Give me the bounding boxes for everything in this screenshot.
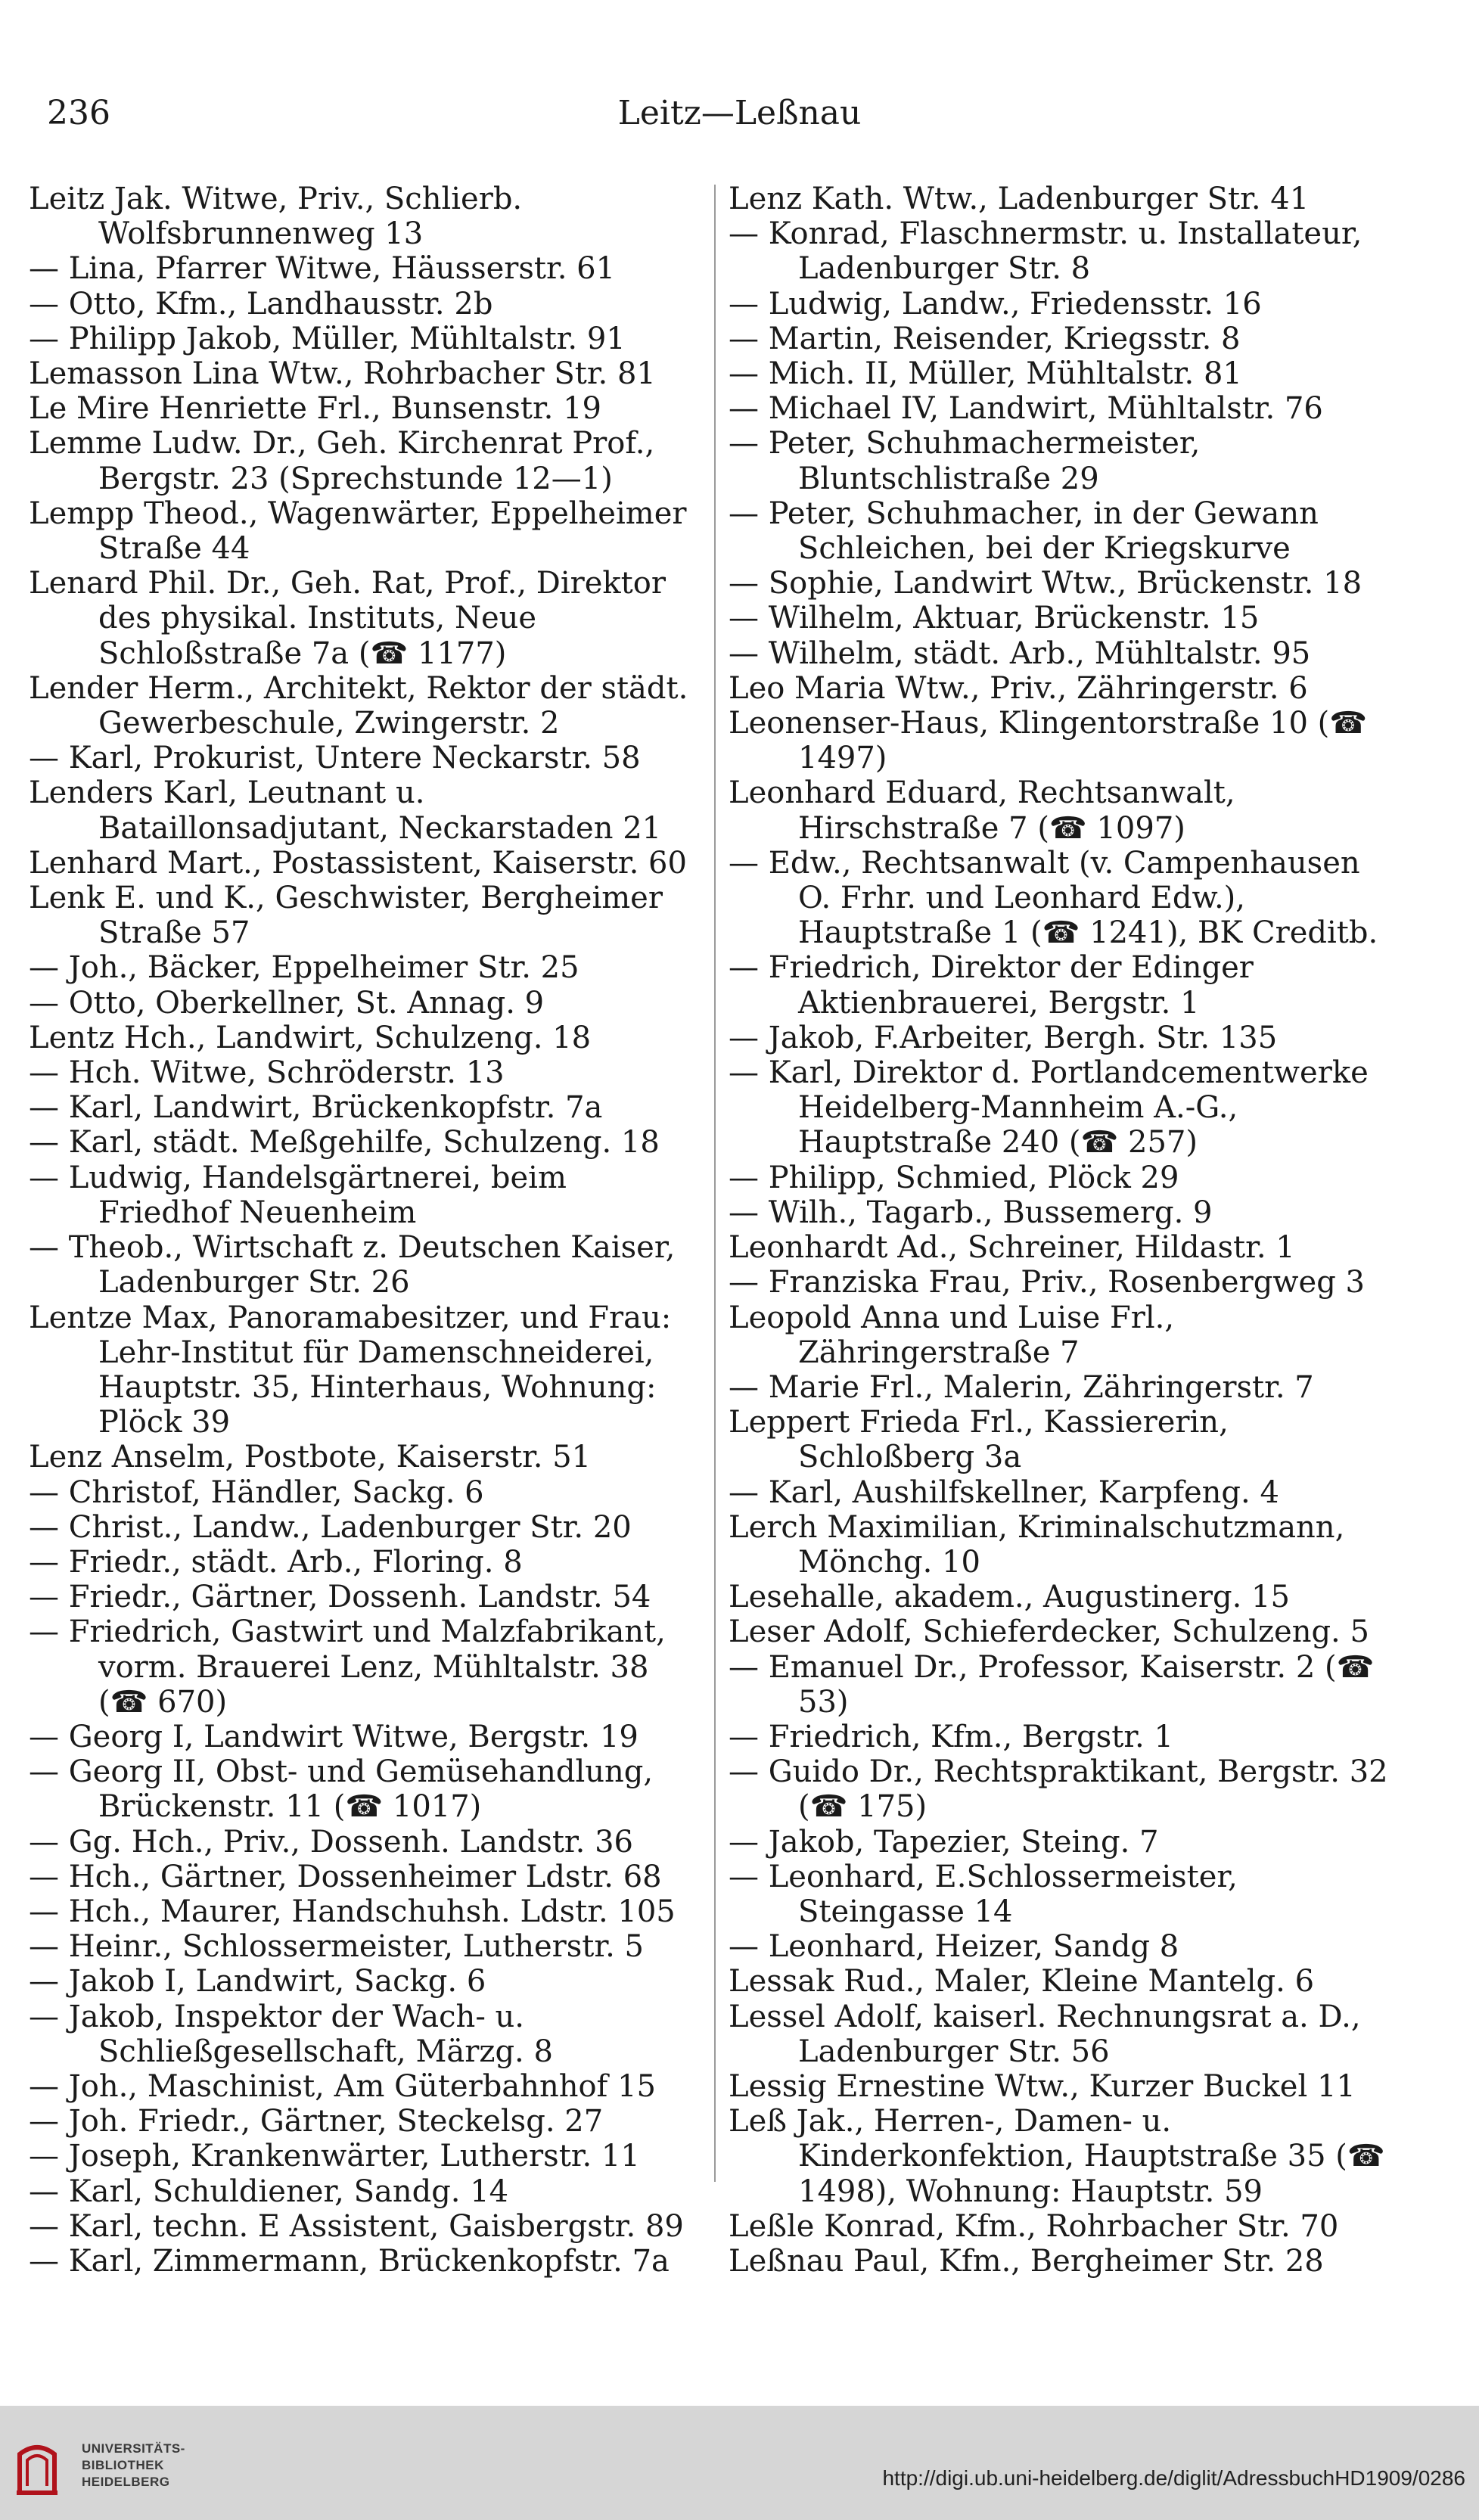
- directory-entry: Leßnau Paul, Kfm., Bergheimer Str. 28: [729, 2243, 1324, 2279]
- directory-entry: Lessak Rud., Maler, Kleine Mantelg. 6: [729, 1964, 1315, 2000]
- directory-entry: Lessel Adolf, kaiserl. Rechnungsrat a. D., Ladenburger Str. 56: [729, 1999, 1361, 2069]
- directory-entry: Lessig Ernestine Wtw., Kurzer Buckel 11: [729, 2068, 1356, 2104]
- directory-entry: — Joh., Bäcker, Eppelheimer Str. 25: [29, 950, 579, 986]
- directory-entry: — Karl, Zimmermann, Brückenkopfstr. 7a: [29, 2243, 670, 2279]
- directory-entry: — Karl, Landwirt, Brückenkopfstr. 7a: [29, 1090, 603, 1126]
- directory-entry: — Karl, Prokurist, Untere Neckarstr. 58: [29, 741, 641, 776]
- directory-entry: Lentz Hch., Landwirt, Schulzeng. 18: [29, 1020, 592, 1055]
- directory-entry: — Ludwig, Handelsgärtnerei, beim Friedhof Neuenheim: [29, 1160, 567, 1230]
- page-number: 236: [47, 94, 110, 132]
- directory-entry: — Martin, Reisender, Kriegsstr. 8: [729, 321, 1241, 356]
- directory-entry: Lenk E. und K., Geschwister, Bergheimer Straße 57: [29, 881, 663, 951]
- directory-entry: Leitz Jak. Witwe, Priv., Schlierb. Wolfsbrunnenweg 13: [29, 182, 523, 252]
- left-column: [29, 182, 698, 2279]
- directory-entry: — Jakob, Tapezier, Steing. 7: [729, 1824, 1159, 1860]
- library-name: [82, 2441, 185, 2490]
- directory-entry: — Georg I, Landwirt Witwe, Bergstr. 19: [29, 1719, 639, 1754]
- directory-entry: Leopold Anna und Luise Frl., Zähringerstraße 7: [729, 1300, 1175, 1370]
- directory-entry: — Hch., Maurer, Handschuhsh. Ldstr. 105: [29, 1894, 676, 1929]
- directory-entry: — Franziska Frau, Priv., Rosenbergweg 3: [729, 1265, 1365, 1300]
- directory-entry: — Michael IV, Landwirt, Mühltalstr. 76: [729, 391, 1323, 427]
- directory-entry: — Karl, Direktor d. Portlandcementwerke Heidelberg-Mannheim A.-G., Hauptstraße 240 (☎ 257): [729, 1055, 1369, 1161]
- directory-entry: — Leonhard, Heizer, Sandg 8: [729, 1929, 1179, 1965]
- directory-entry: — Friedrich, Gastwirt und Malzfabrikant, vorm. Brauerei Lenz, Mühltalstr. 38 (☎ 670): [29, 1614, 666, 1720]
- directory-entry: — Leonhard, E.Schlossermeister, Steingasse 14: [729, 1859, 1238, 1929]
- directory-entry: — Karl, städt. Meßgehilfe, Schulzeng. 18: [29, 1125, 660, 1161]
- footer-bar: [0, 2406, 1479, 2520]
- directory-entry: — Gg. Hch., Priv., Dossenh. Landstr. 36: [29, 1824, 633, 1860]
- directory-entry: — Joh. Friedr., Gärtner, Steckelsg. 27: [29, 2104, 604, 2139]
- directory-entry: — Peter, Schuhmacher, in der Gewann Schleichen, bei der Kriegskurve: [729, 496, 1319, 567]
- directory-entry: — Wilh., Tagarb., Bussemerg. 9: [729, 1195, 1213, 1230]
- directory-entry: — Heinr., Schlossermeister, Lutherstr. 5: [29, 1929, 644, 1965]
- directory-entry: — Joseph, Krankenwärter, Lutherstr. 11: [29, 2139, 640, 2174]
- directory-entry: — Wilhelm, Aktuar, Brückenstr. 15: [729, 601, 1260, 636]
- directory-entry: Lenard Phil. Dr., Geh. Rat, Prof., Direktor des physikal. Instituts, Neue Schloßstraße 7a (☎ 1177): [29, 566, 666, 671]
- directory-entry: — Guido Dr., Rechtspraktikant, Bergstr. 32 (☎ 175): [729, 1754, 1388, 1825]
- directory-entry: — Philipp, Schmied, Plöck 29: [729, 1160, 1179, 1195]
- directory-entry: Lentze Max, Panoramabesitzer, und Frau: Lehr-Institut für Damenschneiderei, Hauptstr. 35, Hinterhaus, Wohnung: Plöck 39: [29, 1300, 672, 1440]
- running-title: Leitz—Leßnau: [617, 94, 862, 132]
- directory-entry: — Sophie, Landwirt Wtw., Brückenstr. 18: [729, 566, 1362, 601]
- directory-entry: — Karl, techn. E Assistent, Gaisbergstr. 89: [29, 2208, 684, 2244]
- directory-entry: — Marie Frl., Malerin, Zähringerstr. 7: [729, 1369, 1314, 1405]
- directory-entry: — Karl, Schuldiener, Sandg. 14: [29, 2174, 509, 2209]
- directory-entry: Leser Adolf, Schieferdecker, Schulzeng. 5: [729, 1614, 1369, 1650]
- directory-entry: Le Mire Henriette Frl., Bunsenstr. 19: [29, 391, 601, 427]
- directory-entry: — Karl, Aushilfskellner, Karpfeng. 4: [729, 1474, 1279, 1510]
- directory-entry: Lender Herm., Architekt, Rektor der städt. Gewerbeschule, Zwingerstr. 2: [29, 670, 688, 741]
- directory-entry: Lerch Maximilian, Kriminalschutzmann, Mönchg. 10: [729, 1509, 1345, 1580]
- directory-entry: — Lina, Pfarrer Witwe, Häusserstr. 61: [29, 251, 616, 287]
- directory-entry: — Hch., Gärtner, Dossenheimer Ldstr. 68: [29, 1859, 662, 1894]
- column-divider: [714, 185, 716, 2182]
- directory-entry: — Otto, Oberkellner, St. Annag. 9: [29, 985, 545, 1021]
- directory-entry: — Hch. Witwe, Schröderstr. 13: [29, 1055, 505, 1091]
- directory-entry: Leßle Konrad, Kfm., Rohrbacher Str. 70: [729, 2208, 1339, 2244]
- directory-entry: Lempp Theod., Wagenwärter, Eppelheimer Straße 44: [29, 496, 687, 567]
- directory-entry: Lenz Anselm, Postbote, Kaiserstr. 51: [29, 1440, 592, 1475]
- directory-entry: — Mich. II, Müller, Mühltalstr. 81: [729, 356, 1242, 392]
- directory-entry: — Otto, Kfm., Landhausstr. 2b: [29, 286, 493, 322]
- directory-entry: — Friedr., Gärtner, Dossenh. Landstr. 54: [29, 1580, 651, 1615]
- directory-entry: — Wilhelm, städt. Arb., Mühltalstr. 95: [729, 635, 1311, 671]
- right-column: [729, 182, 1398, 2279]
- library-name-line1: UNIVERSITÄTS-: [82, 2441, 185, 2456]
- directory-entry: Leonhard Eduard, Rechtsanwalt, Hirschstraße 7 (☎ 1097): [729, 775, 1235, 846]
- directory-entry: — Christ., Landw., Ladenburger Str. 20: [29, 1509, 632, 1545]
- directory-entry: — Philipp Jakob, Müller, Mühltalstr. 91: [29, 321, 626, 356]
- directory-entry: — Theob., Wirtschaft z. Deutschen Kaiser, Ladenburger Str. 26: [29, 1230, 676, 1300]
- directory-entry: — Jakob, Inspektor der Wach- u. Schließgesellschaft, Märzg. 8: [29, 1999, 553, 2069]
- directory-entry: Leonhardt Ad., Schreiner, Hildastr. 1: [729, 1230, 1295, 1266]
- directory-entry: — Friedrich, Direktor der Edinger Aktienbrauerei, Bergstr. 1: [729, 950, 1254, 1021]
- directory-entry: Lemme Ludw. Dr., Geh. Kirchenrat Prof., Bergstr. 23 (Sprechstunde 12—1): [29, 426, 655, 496]
- library-name-line3: HEIDELBERG: [82, 2475, 170, 2489]
- directory-entry: Leß Jak., Herren-, Damen- u. Kinderkonfektion, Hauptstraße 35 (☎ 1498), Wohnung: Hauptstr. 59: [729, 2104, 1385, 2209]
- directory-entry: Lenders Karl, Leutnant u. Bataillonsadjutant, Neckarstaden 21: [29, 775, 662, 846]
- directory-entry: Lemasson Lina Wtw., Rohrbacher Str. 81: [29, 356, 656, 392]
- directory-entry: — Georg II, Obst- und Gemüsehandlung, Brückenstr. 11 (☎ 1017): [29, 1754, 654, 1825]
- directory-entry: — Jakob I, Landwirt, Sackg. 6: [29, 1964, 486, 2000]
- directory-entry: Lenz Kath. Wtw., Ladenburger Str. 41: [729, 182, 1310, 216]
- directory-entry: Lenhard Mart., Postassistent, Kaiserstr. 60: [29, 845, 687, 881]
- directory-entry: — Christof, Händler, Sackg. 6: [29, 1474, 484, 1510]
- directory-entry: — Peter, Schuhmachermeister, Bluntschlistraße 29: [729, 426, 1201, 496]
- directory-entry: — Joh., Maschinist, Am Güterbahnhof 15: [29, 2068, 656, 2104]
- directory-entry: Leppert Frieda Frl., Kassiererin, Schloßberg 3a: [729, 1405, 1229, 1475]
- directory-entry: — Emanuel Dr., Professor, Kaiserstr. 2 (☎ 53): [729, 1649, 1375, 1720]
- library-name-line2: BIBLIOTHEK: [82, 2458, 164, 2472]
- directory-entry: — Jakob, F.Arbeiter, Bergh. Str. 135: [729, 1020, 1278, 1055]
- source-url-link[interactable]: http://digi.ub.uni-heidelberg.de/diglit/AdressbuchHD1909/0286: [882, 2466, 1465, 2490]
- directory-entry: Leonenser-Haus, Klingentorstraße 10 (☎ 1497): [729, 706, 1368, 776]
- directory-entry: — Friedrich, Kfm., Bergstr. 1: [729, 1719, 1173, 1754]
- directory-entry: — Friedr., städt. Arb., Floring. 8: [29, 1544, 523, 1580]
- directory-entry: — Ludwig, Landw., Friedensstr. 16: [729, 286, 1262, 322]
- directory-entry: Leo Maria Wtw., Priv., Zähringerstr. 6: [729, 670, 1308, 706]
- directory-entry: — Edw., Rechtsanwalt (v. Campenhausen O. Frhr. und Leonhard Edw.), Hauptstraße 1 (☎ 1241), BK Creditb.: [729, 845, 1378, 951]
- directory-entry: Lesehalle, akadem., Augustinerg. 15: [729, 1580, 1290, 1615]
- library-logo-icon: [14, 2438, 61, 2498]
- directory-entry: — Konrad, Flaschnermstr. u. Installateur, Ladenburger Str. 8: [729, 216, 1362, 287]
